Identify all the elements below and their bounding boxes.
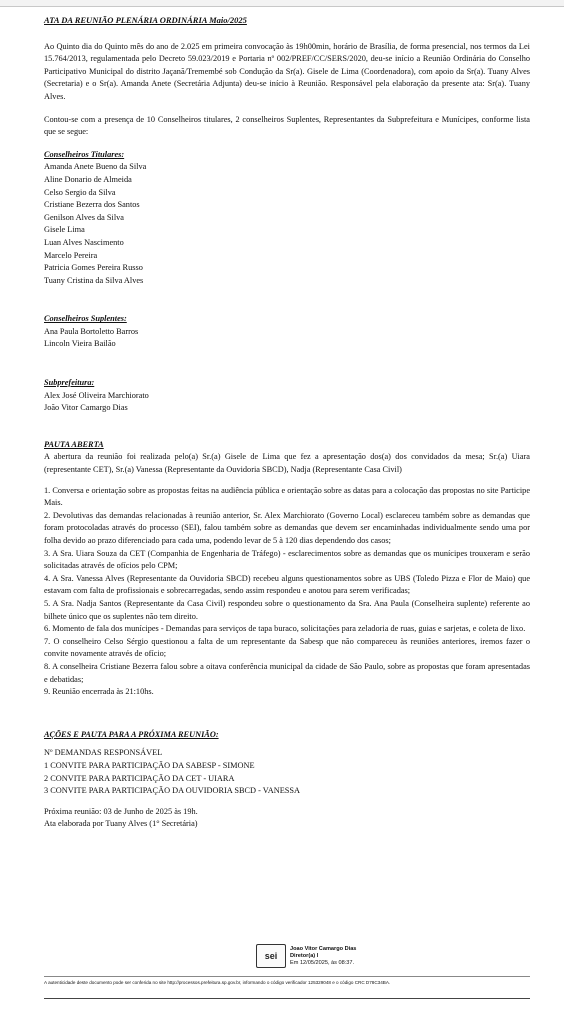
pauta-item: 6. Momento de fala dos munícipes - Demandas para serviços de tapa buraco, solicitações para zeladoria de ruas, guias e sarjetas, e coleta de lixo. [44,624,526,634]
list-item: Genilson Alves da Silva [44,212,124,222]
list-item: Luan Alves Nascimento [44,237,124,247]
pauta-item: 5. A Sra. Nadja Santos (Representante da Casa Civil) respondeu sobre o questionamento da Sra. Ana Paula (Conselheira suplente) referente ao bilhete único que os suplentes não tem direito. [44,598,530,621]
pauta-item: 9. Reunião encerrada às 21:10hs. [44,687,154,697]
pauta-item: 7. O conselheiro Celso Sérgio questionou a falta de um representante da Sabesp que não compareceu às reuniões anteriores, iremos fazer o convite novamente através de ofício; [44,636,530,659]
next-meeting: Próxima reunião: 03 de Junho de 2025 às 19h. [44,806,198,816]
list-item: 2 CONVITE PARA PARTICIPAÇÃO DA CET - UIARA [44,773,235,783]
list-item: Ana Paula Bortoletto Barros [44,326,139,336]
list-item: Amanda Anete Bueno da Silva [44,162,147,172]
subprefeitura-list [44,390,530,415]
list-item: Celso Sergio da Silva [44,187,116,197]
titulares-list [44,161,530,287]
signer-name: Joao Vitor Camargo Dias [290,945,357,952]
sei-logo-icon: sei [256,944,286,968]
acoes-list [44,747,530,797]
pauta-opening: A abertura da reunião foi realizada pelo(a) Sr.(a) Gisele de Lima que fez a apresentação dos(a) dos convidados da mesa; Sr.(a) Uiara (representante CET), Sr.(a) Vanessa (Representante da Ouvidoria SBCD), Nadja (Representante Casa Civil) [44,452,530,475]
pauta-heading: PAUTA ABERTA [44,439,104,449]
list-item: Marcelo Pereira [44,250,98,260]
list-item: Lincoln Vieira Bailão [44,339,116,349]
list-item: Aline Donario de Almeida [44,174,132,184]
list-item: João Vitor Camargo Dias [44,403,128,413]
electronic-signature [256,944,356,968]
suplentes-list [44,326,530,351]
attendance-paragraph: Contou-se com a presença de 10 Conselheiros titulares, 2 conselheiros Suplentes, Representantes da Subprefeitura e Munícipes, conforme lista que se segue: [44,114,530,137]
intro-paragraph: Ao Quinto dia do Quinto mês do ano de 2.025 em primeira convocação às 19h00min, horário de Brasília, de forma presencial, nos termos da Lei 15.764/2013, regulamentada pelo Decreto 59.023/2019 e Portaria nº 002/PREF/CC/SERS/2020, deu-se início a Reunião Ordinária do Conselho Participativo Municipal do distrito Jaçanã/Tremembé sob Condução da Sr(a). Gisele de Lima (Coordenadora), com apoio da Sr(a). Tuany Alves (Secretaria) e o Sr(a). Amanda Anete (Secretária Adjunta) deu-se início à Reunião. Responsável pela elaboração da presente ata: Sr(a). Tuany Alves. [44,41,530,101]
list-item: 1 CONVITE PARA PARTICIPAÇÃO DA SABESP - SIMONE [44,760,255,770]
acoes-heading: AÇÕES E PAUTA PARA A PRÓXIMA REUNIÃO: [44,729,219,739]
titulares-heading: Conselheiros Titulares: [44,149,125,159]
signature-date: Em 12/05/2025, às 08:37. [290,959,355,966]
suplentes-heading: Conselheiros Suplentes: [44,314,127,324]
prepared-by: Ata elaborada por Tuany Alves (1° Secretária) [44,819,198,829]
pauta-item: 1. Conversa e orientação sobre as propostas feitas na audiência pública e orientação sobre as datas para a colocação das propostas no site Participe Mais. [44,485,530,508]
pauta-item: 8. A conselheira Cristiane Bezerra falou sobre a oitava conferência municipal da cidade de São Paulo, sobre as propostas que foram apresentadas e debatidas; [44,661,530,684]
pauta-item: 3. A Sra. Uiara Souza da CET (Companhia de Engenharia de Tráfego) - esclarecimentos sobre as demandas que os munícipes trouxeram e serão solicitadas através de ofícios pelo CPM; [44,548,530,571]
signature-text [290,946,356,967]
acoes-table-header: Nº DEMANDAS RESPONSÁVEL [44,748,163,758]
list-item: 3 CONVITE PARA PARTICIPAÇÃO DA OUVIDORIA SBCD - VANESSA [44,786,300,796]
authenticity-footer: A autenticidade deste documento pode ser conferida no site http://processos.prefeitura.sp.gov.br, informando o código verificador 125329048 e o código CRC D78C34BA. [44,976,530,986]
list-item: Gisele Lima [44,225,85,235]
list-item: Patricia Gomes Pereira Russo [44,263,143,273]
signer-role: Diretor(a) I [290,952,319,959]
divider [44,998,530,999]
subprefeitura-heading: Subprefeitura: [44,378,95,388]
browser-top-strip [0,0,564,7]
list-item: Cristiane Bezerra dos Santos [44,200,140,210]
pauta-item: 2. Devolutivas das demandas relacionadas à reunião anterior, Sr. Alex Marchiorato (Governo Local) esclareceu também sobre as demandas que foram protocoladas através do processo (SEI), falou também sobre as demandas que devem ser encaminhadas individualmente sendo uma por folha devido ao prazo diferenciado para cada uma, podendo levar de 5 à 120 dias dependendo dos casos; [44,510,530,545]
list-item: Tuany Cristina da Silva Alves [44,275,144,285]
document-title: ATA DA REUNIÃO PLENÁRIA ORDINÁRIA Maio/2025 [44,15,247,25]
pauta-items [44,485,530,699]
pauta-item: 4. A Sra. Vanessa Alves (Representante da Ouvidoria SBCD) recebeu alguns questionamentos sobre as UBS (Toledo Pizza e Flor de Maio) que estavam com falta de profissionais e sobrecarregadas, sendo assim respondeu e anotou para serem verificadas; [44,573,530,596]
document-page [44,14,530,831]
list-item: Alex José Oliveira Marchiorato [44,390,149,400]
